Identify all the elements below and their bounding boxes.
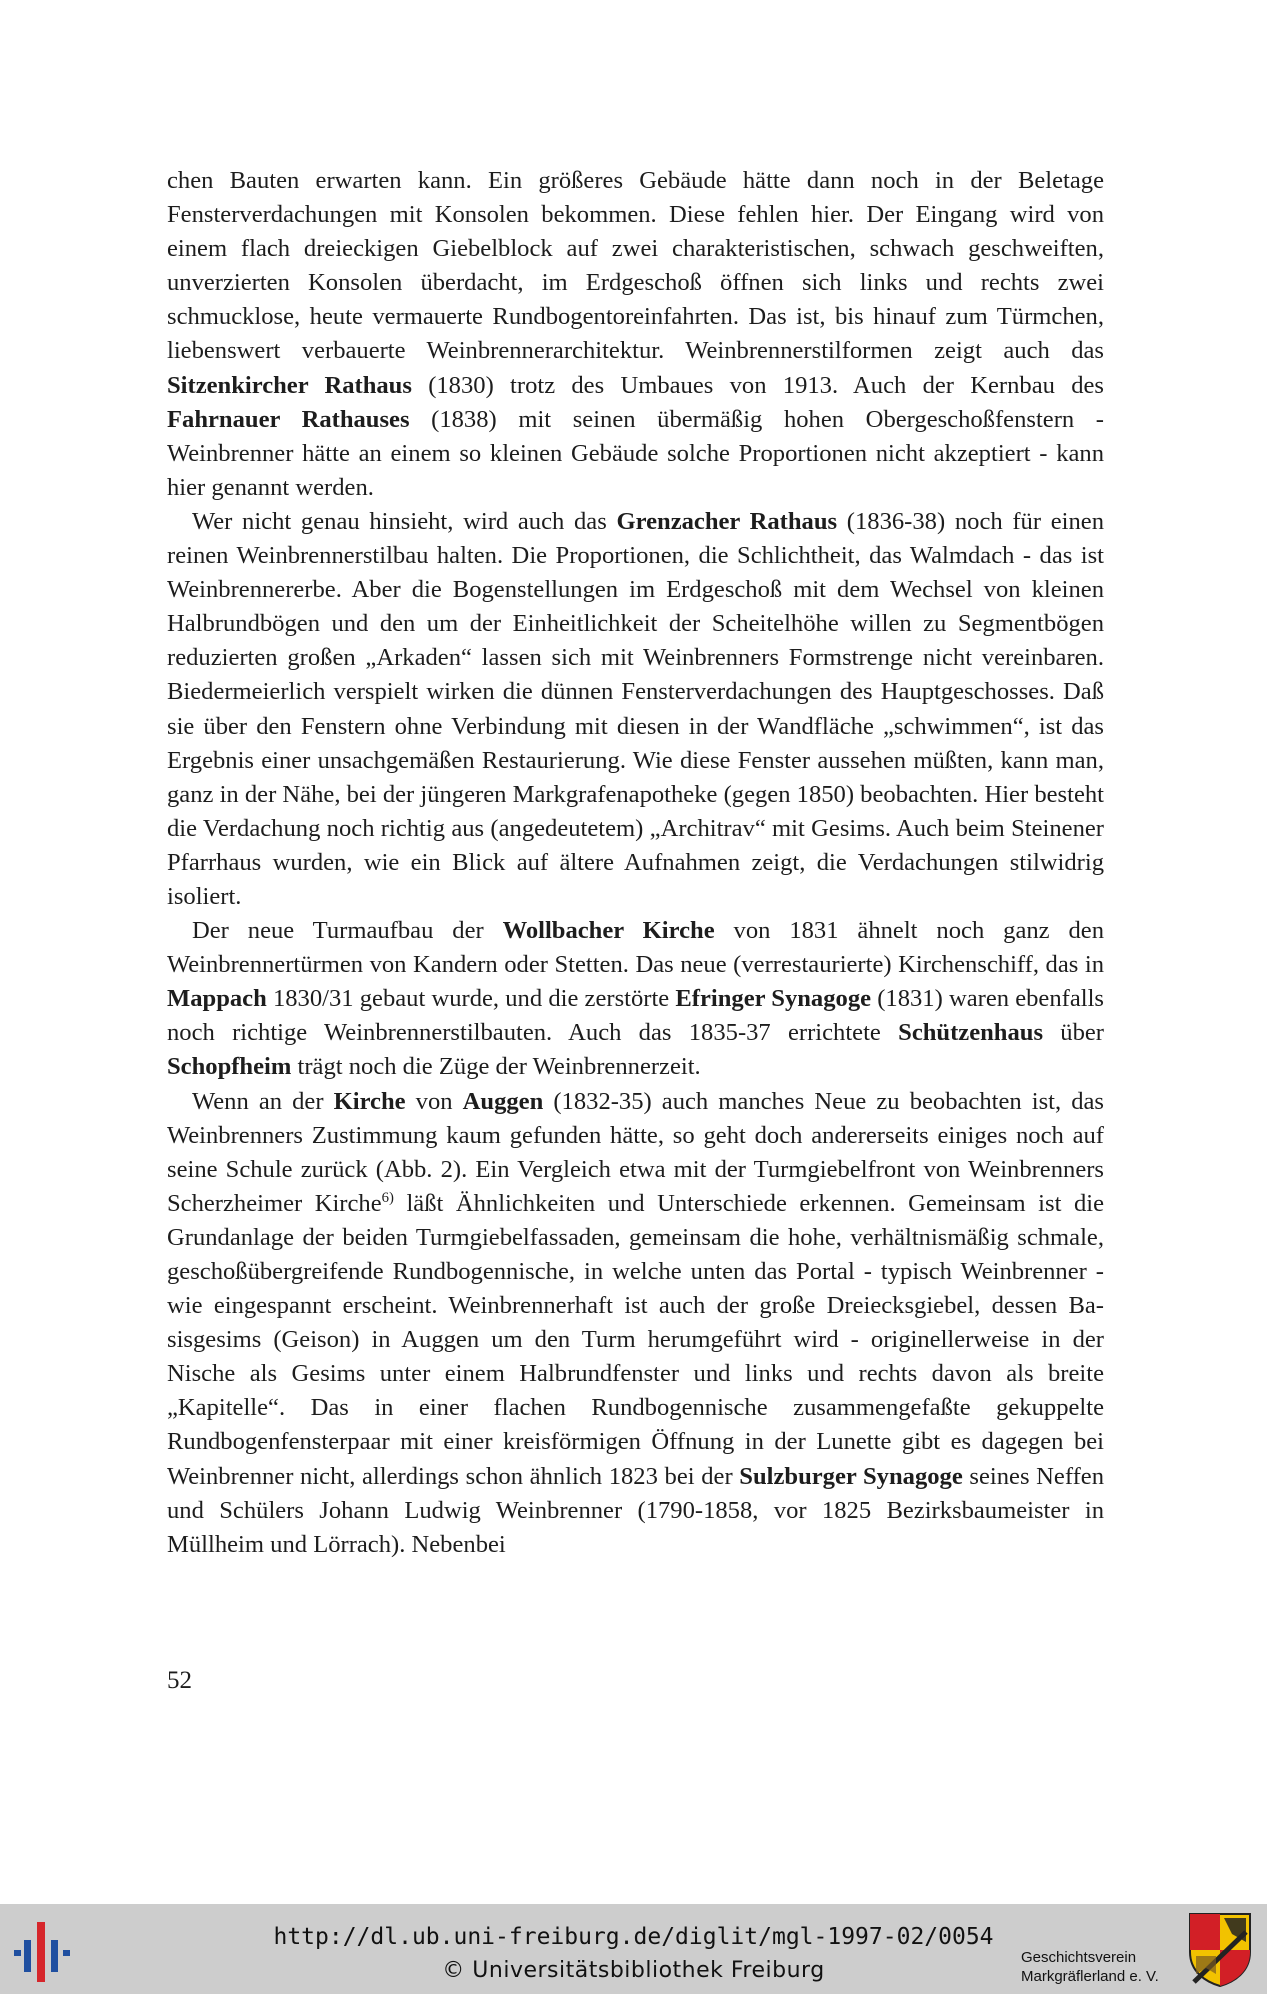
bold-term: Kirche <box>333 1087 406 1115</box>
footnote-ref: 6) <box>381 1189 394 1206</box>
text-run: chen Bauten erwarten kann. Ein größeres Gebäude hätte dann noch in der Beletage Fensterverdachungen mit Konsolen bekommen. Diese fehlen hier. Der Eingang wird von einem flach dreieckigen Giebelblock auf zwei charakteristischen, schwach geschweiften, unverzierten Konsolen überdacht, im Erdgeschoß öffnen sich links und rechts zwei schmucklose, heute vermauerte Rundbogentoreinfahrten. Das ist, bis hinauf zum Türmchen, liebenswert verbauerte Weinbrennerarchitektur. Weinbrennerstilformen zeigt auch das <box>167 167 1104 365</box>
society-name-line1: Geschichtsverein <box>1021 1949 1137 1966</box>
text-run: Der neue Turmaufbau der <box>192 917 503 945</box>
bold-term: Sitzenkircher Rathaus <box>167 371 412 399</box>
paragraph <box>167 505 1104 914</box>
society-name <box>1021 1948 1159 1986</box>
bold-term: Wollbacher Kirche <box>502 917 715 945</box>
bold-term: Schützenhaus <box>898 1019 1044 1047</box>
bold-term: Auggen <box>462 1087 544 1115</box>
text-run: seines Neffen und Schülers Johann Ludwig Weinbrenner (1790-1858, vor 1825 Bezirksbaumeister in Müllheim und Lörrach). Nebenbei <box>167 1462 1104 1558</box>
text-run: 1830/31 gebaut wurde, und die zerstörte <box>266 985 676 1013</box>
bold-term: Fahrnauer Rathauses <box>167 405 410 433</box>
bold-term: Efringer Synagoge <box>675 985 872 1013</box>
paragraph <box>167 914 1104 1084</box>
bold-term: Sulzburger Synagoge <box>739 1462 963 1490</box>
text-run: (1831) waren ebenfalls noch richtige Weinbrennerstilbauten. Auch das 1835-37 errichtete <box>167 985 1104 1047</box>
text-run: (1836-38) noch für einen reinen Weinbrennerstilbau halten. Die Proportionen, die Schlichtheit, das Walmdach - das ist Weinbrennererbe. Aber die Bogenstellungen im Erdgeschoß mit dem Wechsel von kleinen Halbrundbögen und den um der Einheitlichkeit der Scheitelhöhe willen zu Segmentbögen reduzierten großen „Arkaden“ lassen sich mit Weinbrenners Formstrenge nicht vereinbaren. Biedermeierlich verspielt wirken die dünnen Fensterverdachungen des Hauptgeschosses. Daß sie über den Fenstern ohne Verbindung mit diesen in der Wandfläche „schwimmen“, ist das Ergebnis einer unsachgemäßen Restaurierung. Wie diese Fenster aussehen müßten, kann man, ganz in der Nähe, bei der jüngeren Markgrafenapotheke (gegen 1850) beobachten. Hier besteht die Verdachung noch richtig aus (angedeutetem) „Architrav“ mit Gesims. Auch beim Steinener Pfarrhaus wurden, wie ein Blick auf ältere Aufnahmen zeigt, die Verdachungen stilwidrig isoliert. <box>167 507 1105 910</box>
text-run: von <box>405 1087 463 1115</box>
text-run: über <box>1043 1019 1104 1047</box>
text-run: trägt noch die Züge der Weinbrennerzeit. <box>291 1053 701 1081</box>
text-run: läßt Ähnlichkeiten und Unterschiede erkennen. Gemeinsam ist die Grundanlage der beiden Turmgiebelfassaden, gemeinsam die hohe, verhältnismäßig schmale, geschoßübergreifende Rundbogennische, in welche unten das Portal - typisch Weinbrenner - wie eingespannt erscheint. Weinbrennerhaft ist auch der große Dreiecksgiebel, dessen Basisgesims (Geison) in Auggen um den Turm herumgeführt wird - originellerweise in der Nische als Gesims unter einem Halbrundfenster und links und rechts davon als breite „Kapitelle“. Das in einer flachen Rundbogennische zusammengefaßte gekuppelte Rundbogenfensterpaar mit einer kreisförmigen Öffnung in der Lunette gibt es dagegen bei Weinbrenner nicht, allerdings schon ähnlich 1823 bei der <box>167 1189 1104 1490</box>
page-number: 52 <box>167 1667 192 1694</box>
article-body <box>167 164 1104 1562</box>
bold-term: Grenzacher Rathaus <box>616 507 838 535</box>
footer-bar <box>0 1904 1267 1994</box>
text-run: (1838) mit seinen übermäßig hohen Obergeschoßfenstern - Weinbrenner hätte an einem so kleinen Gebäude solche Proportionen nicht akzeptiert - kann hier genannt werden. <box>167 405 1105 501</box>
paragraph <box>167 164 1104 505</box>
text-run: Wenn an der <box>192 1087 334 1115</box>
text-run: (1830) trotz des Umbaues von 1913. Auch der Kernbau des <box>411 371 1104 399</box>
text-run: von 1831 ähnelt noch ganz den Weinbrennertürmen von Kandern oder Stetten. Das neue (verrestaurierte) Kirchenschiff, das in <box>167 917 1104 979</box>
text-run: Wer nicht genau hinsieht, wird auch das <box>192 507 617 535</box>
source-url-link[interactable]: http://dl.ub.uni-freiburg.de/diglit/mgl-1997-02/0054 <box>273 1924 994 1950</box>
paragraph <box>167 1085 1104 1562</box>
society-name-line2: Markgräflerland e. V. <box>1021 1968 1159 1985</box>
markgraeflerland-crest-icon <box>1188 1912 1252 1988</box>
bold-term: Schopfheim <box>167 1053 292 1081</box>
copyright-text: © Universitätsbibliothek Freiburg <box>442 1958 825 1983</box>
bold-term: Mappach <box>167 985 267 1013</box>
text-run: (1832-35) auch manches Neue zu beobachten ist, das Weinbrenners Zustimmung kaum gefunden hätte, so geht doch andererseits einiges noch auf seine Schule zurück (Abb. 2). Ein Vergleich etwa mit der Turmgiebelfront von Weinbrenners Scherzheimer Kirche <box>167 1087 1105 1217</box>
